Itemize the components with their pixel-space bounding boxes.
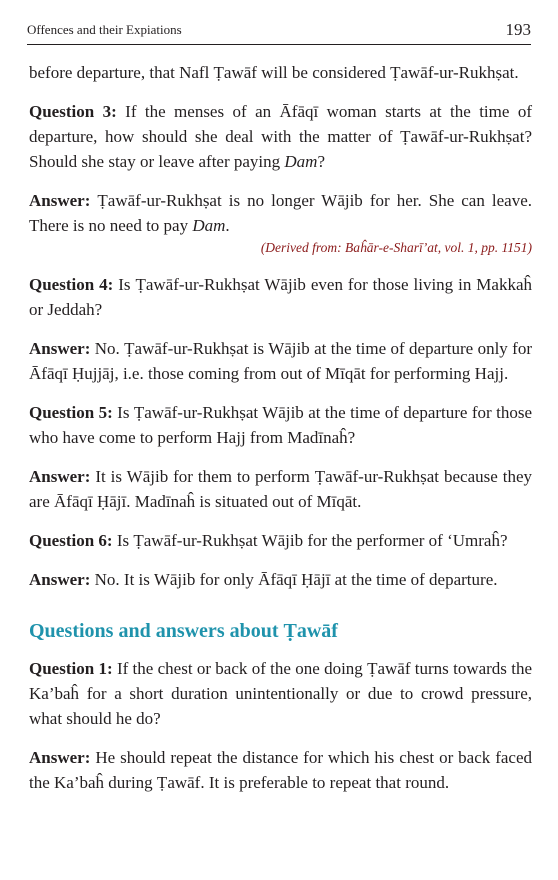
answer-text: It is Wājib for them to perform Ṭawāf-ur-Rukhṣat because they are Āfāqī Ḥājī. Madīnaĥ is situated out of Mīqāt. (29, 467, 532, 511)
answer-text: No. It is Wājib for only Āfāqī Ḥājī at the time of departure. (90, 570, 498, 589)
question-4 (29, 272, 532, 322)
page-number: 193 (505, 20, 531, 39)
question-label: Question 1: (29, 659, 113, 678)
answer-label: Answer: (29, 570, 91, 589)
answer-3 (29, 188, 532, 238)
question-label: Question 4: (29, 275, 114, 294)
answer-5 (29, 464, 532, 514)
question-emphasis: Dam (284, 152, 318, 171)
paragraph-continuation: before departure, that Nafl Ṭawāf will be considered Ṭawāf-ur-Rukhṣat. (29, 63, 519, 82)
answer-text: No. Ṭawāf-ur-Rukhṣat is Wājib at the time of departure only for Āfāqī Ḥujjāj, i.e. those coming from out of Mīqāt for performing Hajj. (29, 339, 532, 383)
question-label: Question 5: (29, 403, 113, 422)
question-text: If the chest or back of the one doing Ṭawāf turns towards the Ka’baĥ for a short duration unintentionally or due to crowd pressure, what should he do? (29, 659, 532, 728)
question-label: Question 6: (29, 531, 113, 550)
reference-citation: (Derived from: Baĥār-e-Sharī’at, vol. 1, pp. 1151) (260, 240, 532, 255)
answer-emphasis: Dam (192, 216, 226, 235)
answer-4 (29, 336, 532, 386)
question-3 (29, 99, 532, 174)
answer-6 (29, 567, 532, 592)
answer-label: Answer: (29, 191, 91, 210)
answer-text: Ṭawāf-ur-Rukhṣat is no longer Wājib for her. She can leave. There is no need to pay (29, 191, 532, 235)
question-text: If the menses of an Āfāqī woman starts at the time of departure, how should she deal with the matter of Ṭawāf-ur-Rukhṣat? Should she stay or leave after paying (29, 102, 532, 171)
question-label: Question 3: (29, 102, 117, 121)
question-1 (29, 656, 532, 731)
question-text: Is Ṭawāf-ur-Rukhṣat Wājib for the performer of ‘Umraĥ? (112, 531, 508, 550)
running-head (27, 18, 531, 45)
section-heading: Questions and answers about Ṭawāf (29, 620, 338, 642)
answer-text: He should repeat the distance for which his chest or back faced the Ka’baĥ during Ṭawāf. It is preferable to repeat that round. (29, 748, 532, 792)
question-text: Is Ṭawāf-ur-Rukhṣat Wājib at the time of departure for those who have come to perform Hajj from Madīnaĥ? (29, 403, 533, 447)
running-head-title: Offences and their Expiations (27, 22, 182, 37)
page-body (29, 60, 532, 809)
question-6 (29, 528, 532, 553)
question-5 (29, 400, 532, 450)
answer-label: Answer: (29, 339, 91, 358)
answer-text-end: . (225, 216, 230, 235)
answer-label: Answer: (29, 467, 91, 486)
question-text: Is Ṭawāf-ur-Rukhṣat Wājib even for those living in Makkaĥ or Jeddah? (29, 275, 533, 319)
question-text-end: ? (317, 152, 326, 171)
answer-label: Answer: (29, 748, 91, 767)
answer-1 (29, 745, 532, 795)
